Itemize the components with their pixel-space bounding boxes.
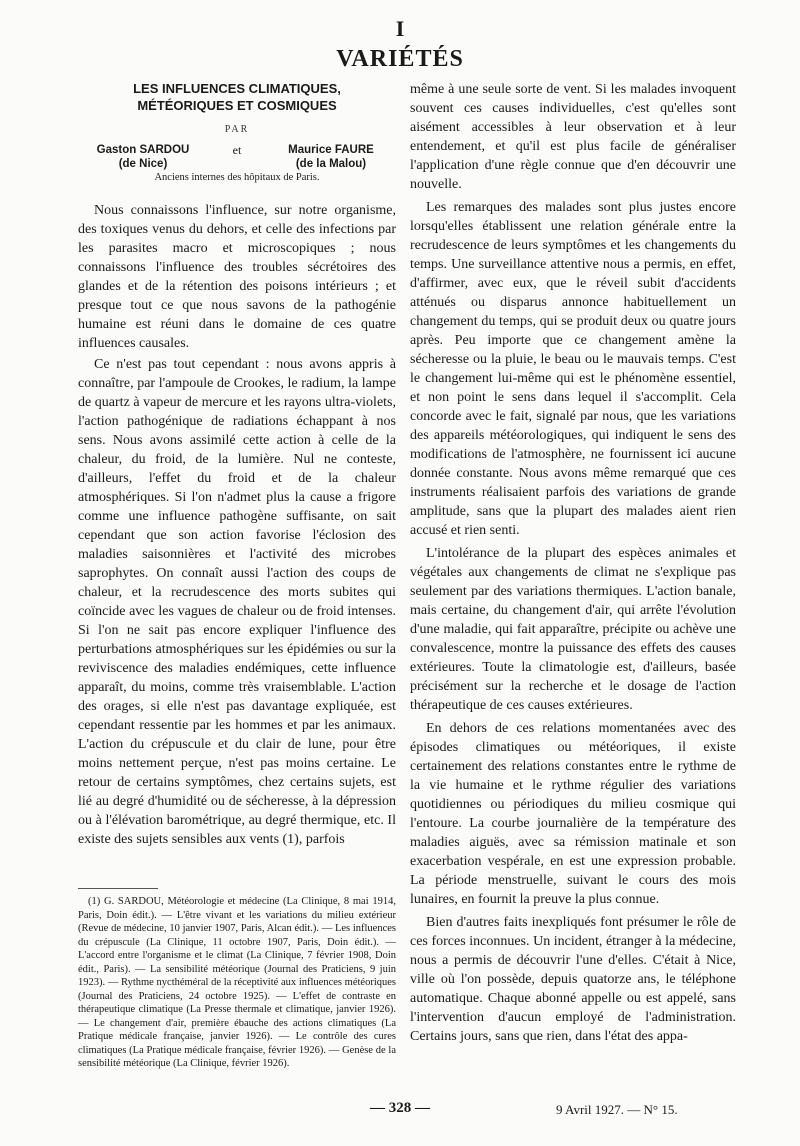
author-affiliation: Anciens internes des hôpitaux de Paris. xyxy=(154,172,320,183)
author-1-name: Gaston SARDOU xyxy=(96,144,190,156)
left-body-text xyxy=(78,201,396,849)
issue-date: 9 Avril 1927. — N° 15. xyxy=(556,1102,678,1117)
left-column xyxy=(78,80,396,851)
article-title xyxy=(78,80,396,114)
paragraph: L'intolérance de la plupart des espèces animales et végétales aux changements de climat ne s'explique pas seulement par des variations thermiques. L'action banale, mais certaine, du changement d'air, qui arrête l'évolution d'une maladie, qui fait apparaître, précipite ou achève une convalescence, montre la puissance des effets des causes extérieures. Toute la climatologie est, d'ailleurs, basée précisément sur la recherche et le dosage de l'action thérapeutique de ces causes extérieures. xyxy=(410,546,736,713)
section-title: VARIÉTÉS xyxy=(336,46,464,72)
paragraph: même à une seule sorte de vent. Si les malades invoquent souvent ces causes individuelles, c'est qu'elles sont aisément accessibles à leur observation et à leur entendement, et qu'il est plus facile de généraliser l'application d'une règle connue que d'en découvrir une nouvelle. xyxy=(410,82,736,192)
article-title-line-1: LES INFLUENCES CLIMATIQUES, xyxy=(133,81,341,96)
paragraph: Les remarques des malades sont plus justes encore lorsqu'elles établissent une relation générale entre la recrudescence de leurs symptômes et les changements du temps. Une surveillance attentive nous a permis, en effet, d'affirmer, avec eux, que le réveil subit d'accidents atténués ou disparus annonce habituellement un changement du temps, qui se produit deux ou quatre jours après. Peu importe que ce changement amène la sécheresse ou la pluie, le beau ou le mauvais temps. C'est le changement lui-même qui est le phénomène essentiel, et non point le sens dans lequel il s'accomplit. Cela concorde avec le fait, signalé par nous, que les variations des appareils météorologiques, qui indiquent le sens des modifications de l'atmosphère, ne fournissent ici aucune donnée constante. Nous avons même remarqué que ces instruments réalisaient parfois des variations de grande amplitude, sans que la plupart des malades aient rien accusé et rien senti. xyxy=(410,200,736,538)
right-body-text xyxy=(410,80,736,1046)
paragraph: Bien d'autres faits inexpliqués font présumer le rôle de ces forces inconnues. Un incident, étranger à la médecine, nous a permis de découvrir l'une d'elles. C'était à Nice, ville où l'on possède, depuis quatorze ans, le téléphone automatique. Chaque abonné appelle ou est appelé, sans l'intervention d'aucun employé de l'administration. Certains jours, sans que rien, dans l'état des appa- xyxy=(410,915,736,1044)
section-number: I xyxy=(395,16,405,41)
authors-row xyxy=(78,143,396,171)
footnote xyxy=(78,888,396,1071)
by-line-par: PAR xyxy=(224,124,250,135)
author-2 xyxy=(266,143,396,171)
author-1 xyxy=(78,143,208,171)
author-conjunction: et xyxy=(232,143,242,157)
footnote-rule xyxy=(78,888,158,889)
paragraph: Nous connaissons l'influence, sur notre organisme, des toxiques venus du dehors, et celle des infections par les parasites macro et microscopiques ; nous connaissons l'influence des troubles sécrétoires des glandes et de la rétention des poisons intérieurs ; et presque tout ce que nous savons de la pathogénie humaine est réuni dans le domaine de ces quatre influences causales. xyxy=(78,203,396,351)
page-number: — 328 — xyxy=(370,1100,430,1116)
article-title-line-2: MÉTÉORIQUES ET COSMIQUES xyxy=(137,98,337,113)
author-2-name: Maurice FAURE xyxy=(288,144,374,156)
paragraph: En dehors de ces relations momentanées avec des épisodes climatiques ou météoriques, il existe certainement des relations constantes entre le rythme de la vie humaine et le rythme régulier des variations quotidiennes ou périodiques du milieu cosmique qui l'entoure. La courbe journalière de la température des maladies aiguës, avec sa rémission matinale et son exacerbation vespérale, en est une expression probable. La période menstruelle, suivant le cours des mois lunaires, en fournit la preuve la plus connue. xyxy=(410,721,736,907)
footnote-text: (1) G. SARDOU, Météorologie et médecine (La Clinique, 8 mai 1914, Paris, Doin édit.). — L'être vivant et les variations du milieu extérieur (Revue de médecine, 10 janvier 1907, Paris, Alcan édit.). — Les influences du crépuscule (La Clinique, 11 octobre 1907, Paris, Doin édit.). — L'accord entre l'organisme et le climat (La Clinique, 7 février 1908, Doin édit., Paris). — La sensibilité météorique (Journal des Praticiens, 9 juin 1923). — Rythme nycthéméral de la réceptivité aux influences météoriques (Journal des Praticiens, 24 octobre 1925). — L'effet de contraste en thérapeutique climatique (La Presse thermale et climatique, janvier 1926). — Le changement d'air, première ébauche des actions climatiques (La Pratique médicale française, janvier 1926). — Le contrôle des cures climatiques (La Pratique médicale française, février 1926). — Genèse de la sensibilité météorique (La Clinique, février 1926). xyxy=(78,896,396,1069)
author-1-place: (de Nice) xyxy=(118,158,168,170)
author-2-place: (de la Malou) xyxy=(295,158,367,170)
right-column xyxy=(410,80,736,1050)
paragraph: Ce n'est pas tout cependant : nous avons appris à connaître, par l'ampoule de Crookes, le radium, la lampe de quartz à vapeur de mercure et les rayons ultra-violets, l'action pathogénique de radiations échappant à nos sens. Nous avons assimilé cette action à celle de la chaleur, du froid, de la lumière. Nul ne conteste, d'ailleurs, l'effet du froid et de la chaleur atmosphériques. Si l'on n'admet plus la cause a frigore comme une influence pathogène suffisante, on sait cependant que son action favorise l'éclosion des maladies saisonnières et l'activité des microbes saprophytes. On connaît aussi l'action des coups de chaleur, et la recrudescence des morts subites qui coïncide avec les vagues de chaleur ou de froid intenses. Si l'on ne sait pas encore expliquer l'influence des perturbations atmosphériques sur les épidémies ou sur la reviviscence des maladies endémiques, cette influence apparaît, du moins, comme très vraisemblable. L'action des orages, si elle n'est pas davantage expliquée, est cependant ressentie par les hommes et par les animaux. L'action du crépuscule et du clair de lune, pour être moins nettement perçue, n'est pas moins certaine. Le retour de certains symptômes, chez certains sujets, est lié au degré d'humidité ou de sécheresse, à la dépression ou à l'élévation barométrique, au degré thermique, etc. Il existe des sujets sensibles aux vents (1), parfois xyxy=(78,357,396,847)
